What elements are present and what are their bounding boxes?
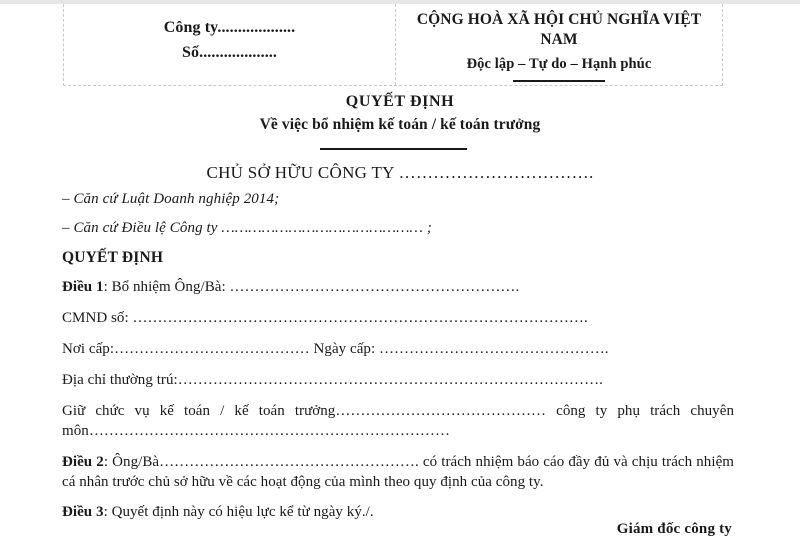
header-cell-national: [396, 4, 722, 85]
article-2: [62, 452, 734, 492]
article-1: [62, 277, 734, 297]
national-motto: Độc lập – Tự do – Hạnh phúc: [466, 55, 652, 72]
article-2-text: : Ông/Bà……………………………………………. có trách nhiệm báo cáo đầy đủ và chịu trách nhiệm cá nhân trước chủ sở hữu về các hoạt động của mình theo quy định của công ty.: [62, 453, 734, 490]
document-body: [62, 192, 734, 532]
national-title: CỘNG HOÀ XÃ HỘI CHỦ NGHĨA VIỆT NAM: [416, 11, 702, 49]
motto-underline-rule: [513, 80, 605, 82]
position-line: Giữ chức vụ kế toán / kế toán trưởng…………………………………… công ty phụ trách chuyên môn………………………………………………………………: [62, 403, 734, 440]
article-2-label: Điều 2: [62, 453, 104, 470]
article-3-label: Điều 3: [62, 503, 104, 520]
decision-heading: QUYẾT ĐỊNH: [62, 249, 164, 266]
id-issue-line: Nơi cấp:………………………………… Ngày cấp: ……………………………………….: [62, 341, 609, 358]
article-1-text: : Bổ nhiệm Ông/Bà: ………………………………………………….: [103, 279, 520, 295]
signature-block: Giám đốc công ty: [616, 521, 732, 537]
document-header-table: [63, 4, 723, 86]
page-subtitle: Về việc bổ nhiệm kế toán / kế toán trưởng: [259, 116, 541, 133]
article-1-label: Điều 1: [62, 279, 104, 295]
legal-basis-item: – Căn cứ Luật Doanh nghiệp 2014;: [62, 191, 280, 207]
permanent-address-line: Địa chỉ thường trú:………………………………………………………………………….: [62, 372, 603, 389]
company-name-field: Công ty...................: [163, 19, 296, 36]
legal-basis-item: – Căn cứ Điều lệ Công ty ……………………………………… ;: [62, 220, 432, 236]
article-3: [62, 502, 734, 522]
id-number-line: CMND số: ……………………………………………………………………………….: [62, 310, 588, 327]
header-cell-company: [64, 4, 396, 85]
document-number-field: Số...................: [182, 43, 277, 61]
issuer-line: CHỦ SỞ HỮU CÔNG TY …………………………….: [206, 163, 594, 182]
article-3-text: : Quyết định này có hiệu lực kể từ ngày ký./.: [103, 503, 374, 520]
title-underline-rule: [320, 148, 467, 150]
page-title: QUYẾT ĐỊNH: [345, 93, 455, 110]
